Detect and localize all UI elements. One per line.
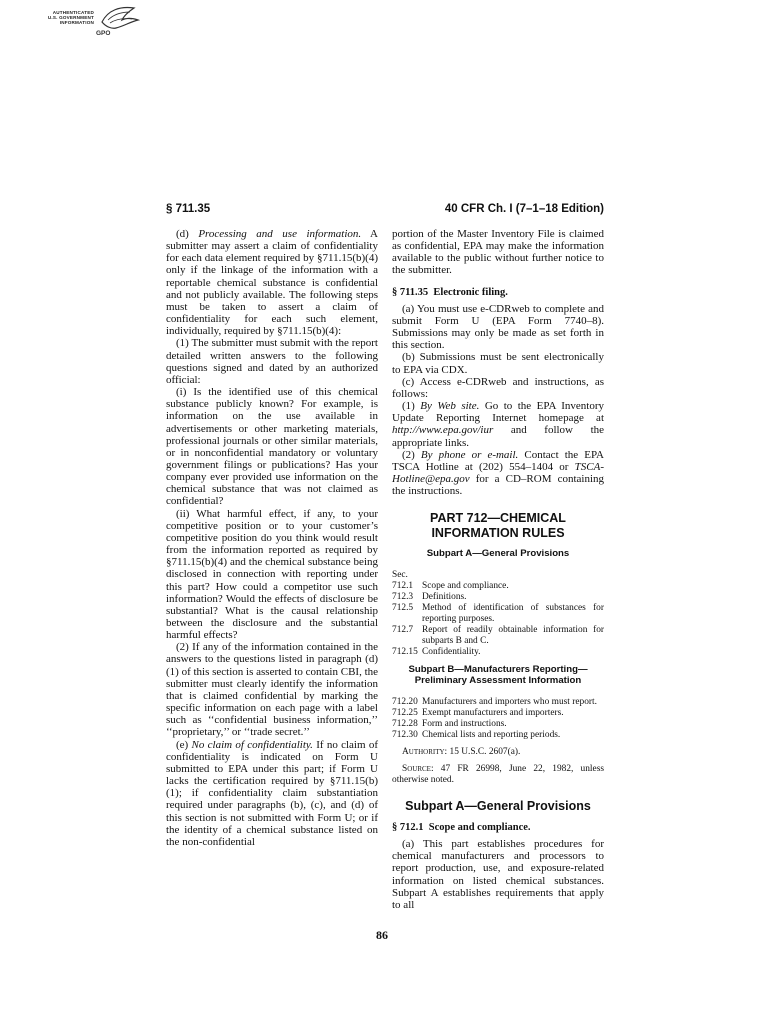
subpart-b-title-line-1: Subpart B—Manufacturers Reporting— (408, 663, 588, 675)
paragraph-c: (c) Access e-CDRweb and instructions, as follows: (392, 375, 604, 400)
subpart-a-toc-heading: Subpart A—General Provisions (426, 548, 570, 560)
toc-entry-text: Method of identification of substances for reporting purposes. (422, 602, 604, 624)
toc-entry[interactable] (392, 625, 604, 647)
left-column (166, 228, 378, 848)
source-note (392, 764, 604, 786)
epa-iur-link[interactable]: http://www.epa.gov/iur (392, 424, 494, 437)
subpart-a-heading: Subpart A—General Provisions (405, 798, 591, 813)
toc-entry-number: 712.1 (392, 580, 414, 591)
paragraph-c-2 (392, 449, 604, 498)
toc-entry[interactable] (392, 581, 604, 592)
toc-entry-text: Definitions. (422, 591, 467, 602)
toc-entry-text: Confidentiality. (422, 646, 481, 657)
paragraph-text: for a CD–ROM containing the instructions. (392, 472, 604, 498)
authority-note (392, 747, 604, 758)
header-edition: 40 CFR Ch. I (7–1–18 Edition) (444, 203, 604, 215)
paragraph-e (166, 739, 378, 848)
section-number: § 712.1 (392, 821, 424, 833)
paragraph-heading: No claim of confidentiality. (191, 738, 313, 751)
header-section: § 711.35 (166, 203, 211, 215)
subpart-b-toc-heading (392, 664, 604, 687)
toc-entry-text: Form and instructions. (422, 718, 507, 729)
gpo-label: GPO (96, 30, 111, 37)
paragraph-continued: portion of the Master Inventory File is claimed as confidential, EPA may make the information available to the public without further notice to the submitter. (392, 228, 604, 277)
toc-entry[interactable] (392, 697, 604, 708)
paragraph-c-1 (392, 400, 604, 449)
page-number: 86 (376, 928, 388, 942)
paragraph-text: Contact the EPA TSCA Hotline at (202) 554–1404 or (392, 448, 605, 473)
section-number: § 711.35 (392, 286, 429, 298)
toc-entry-text: Manufacturers and importers who must report. (422, 696, 597, 707)
part-title-line-1: PART 712—CHEMICAL (430, 511, 566, 526)
logo-line-2: U.S. GOVERNMENT (47, 15, 94, 21)
paragraph-text: If no claim of confidentiality is indicated on Form U submitted to EPA under this part; if Form U lacks the certification required by §711.15(b)(1); if confidentiality claim substantiation required under paragraphs (b), (c), and (d) of this section is not submitted with Form U; or if the identity of a chemical substance listed on the non-confidential (166, 738, 378, 848)
paragraph-d-1-i: (i) Is the identified use of this chemical substance publicly known? For example, is information on the use available in advertisements or other marketing materials, professional journals or other similar materials, or in nonconfidential mandatory or voluntary government filings or publications? Has your company ever provided use information on the chemical substance that was not claimed as confidential? (166, 386, 378, 508)
gpo-authentication-logo (28, 4, 148, 44)
logo-text (28, 10, 94, 26)
paragraph-heading: By Web site. (420, 400, 480, 413)
toc-entry[interactable] (392, 730, 604, 741)
toc-subpart-b (392, 697, 604, 741)
paragraph-a: (a) You must use e-CDRweb to complete and submit Form U (EPA Form 7740–8). Submissions may only be made as set forth in this section. (392, 302, 604, 352)
section-heading-711-35 (392, 287, 604, 299)
section-heading-712-1 (392, 822, 604, 834)
toc-subpart-a (392, 570, 604, 658)
toc-entry-number: 712.28 (392, 718, 418, 729)
subpart-b-title-line-2: Preliminary Assessment Information (414, 675, 582, 687)
toc-sec-label: Sec. (392, 569, 408, 580)
toc-entry[interactable] (392, 708, 604, 719)
toc-entry[interactable] (392, 592, 604, 603)
authority-label: Authority: (402, 746, 448, 757)
toc-entry-text: Chemical lists and reporting periods. (422, 729, 561, 740)
paragraph-heading: Processing and use information. (198, 228, 362, 240)
paragraph-label: (1) (402, 400, 415, 413)
toc-entry-number: 712.25 (392, 707, 418, 718)
paragraph-text: Go to the EPA Inventory Update Reporting Internet homepage at (392, 400, 604, 425)
tsca-hotline-email[interactable]: TSCA-Hotline@epa.gov (392, 460, 604, 485)
toc-entry-number: 712.5 (392, 602, 414, 613)
paragraph-d-2: (2) If any of the information contained in the answers to the questions listed in paragraph (d)(1) of this section is asserted to contain CBI, the submitter must clearly identify the information that is claimed confidential by marking the specific information on each page with a label such as ‘‘confidential business information,’’ ‘‘proprietary,’’ or ‘‘trade secret.’’ (166, 641, 379, 739)
toc-entry[interactable] (392, 719, 604, 730)
source-text: 47 FR 26998, June 22, 1982, unless otherwise noted. (392, 763, 604, 785)
paragraph-b: (b) Submissions must be sent electronically to EPA via CDX. (392, 351, 604, 376)
paragraph-label: (d) (176, 228, 189, 240)
toc-entry-text: Scope and compliance. (422, 580, 509, 591)
toc-entry-number: 712.7 (392, 624, 414, 635)
toc-entry[interactable] (392, 647, 604, 658)
source-label: Source: (402, 763, 434, 774)
paragraph-d-1: (1) The submitter must submit with the report detailed written answers to the following questions signed and dated by an authorized official: (166, 337, 378, 386)
paragraph-d-1-ii: (ii) What harmful effect, if any, to your competitive position or to your customer’s competitive position do you think would result from the information reported as required by §711.15(b)(4) and the chemical substance being disclosed in connection with reporting under this part? How could a competitor use such information? Would the effects of disclosure be substantial? What is the causal relationship between the disclosure and the substantial harmful effects? (166, 507, 378, 642)
part-title-line-2: INFORMATION RULES (431, 525, 565, 540)
logo-line-3: INFORMATION (59, 20, 94, 26)
toc-entry-text: Report of readily obtainable information for subparts B and C. (422, 624, 604, 646)
part-712-title (392, 511, 604, 540)
toc-entry[interactable] (392, 603, 604, 625)
paragraph-label: (e) (176, 738, 189, 751)
toc-entry-number: 712.3 (392, 591, 414, 602)
paragraph-text: A submitter may assert a claim of confidentiality for each data element required by §711.15(b)(4) only if the linkage of the information with a reportable chemical substance is confidential and not publicly available. The following steps must be taken to assert a claim of confidentiality for each such element, individually, required by §711.15(b)(4): (166, 228, 378, 338)
section-title: Electronic filing. (433, 286, 508, 298)
toc-entry-text: Exempt manufacturers and importers. (422, 707, 564, 718)
section-title: Scope and compliance. (428, 821, 531, 833)
paragraph-d (166, 228, 378, 337)
toc-entry-number: 712.20 (392, 696, 418, 707)
right-column (392, 228, 604, 911)
page-header (166, 203, 604, 219)
paragraph-712-1-a: (a) This part establishes procedures for chemical manufacturers and processors to report production, use, and exposure-related information on listed chemical substances. Subpart A establishes requirements that apply to all (392, 838, 604, 911)
toc-entry-number: 712.15 (392, 646, 418, 657)
paragraph-label: (2) (402, 448, 415, 461)
toc-entry-number: 712.30 (392, 729, 418, 740)
logo-line-1: AUTHENTICATED (52, 10, 94, 15)
paragraph-heading: By phone or e-mail. (420, 448, 519, 461)
authority-text: 15 U.S.C. 2607(a). (449, 746, 521, 757)
paragraph-text: and follow the appropriate links. (392, 424, 605, 449)
